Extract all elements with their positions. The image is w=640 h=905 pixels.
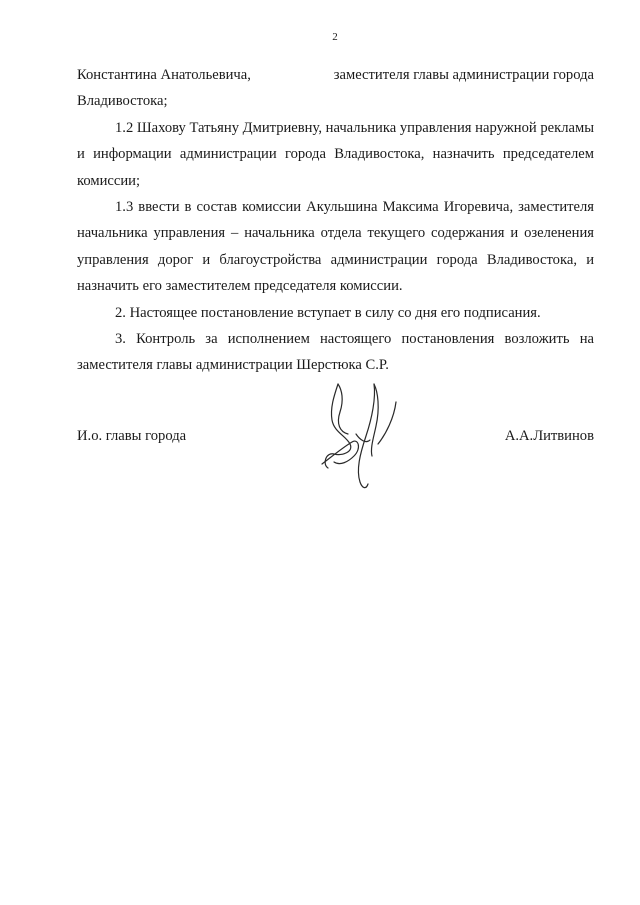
document-body [77,62,594,379]
signatory-name: А.А.Литвинов [504,428,594,444]
signatory-position: И.о. главы города [77,428,187,444]
paragraph-2: 2. Настоящее постановление вступает в силу со дня его подписания. [115,304,541,321]
paragraph-1-2: 1.2 Шахову Татьяну Дмитриевну, начальника управления наружной рекламы и информации администрации города Владивостока, назначить председателем комиссии; [77,119,594,189]
paragraph-0-line-1a: Константина Анатольевича, [77,67,251,83]
paragraph-1-3: 1.3 ввести в состав комиссии Акульшина Максима Игоревича, заместителя начальника управления – начальника отдела текущего содержания и озеленения управления дорог и благоустройства администрации города Владивостока, и назначить его заместителем председателя комиссии. [77,199,594,295]
handwritten-signature-icon [316,378,406,500]
paragraph-0-line-1b: заместителя главы администрации города [333,67,594,83]
paragraph-continuation-line [77,62,594,88]
page-number: 2 [332,31,338,43]
paragraph-0-line-2: Владивостока; [77,93,168,110]
paragraph-3: 3. Контроль за исполнением настоящего постановления возложить на заместителя главы администрации Шерстюка С.Р. [77,331,594,374]
